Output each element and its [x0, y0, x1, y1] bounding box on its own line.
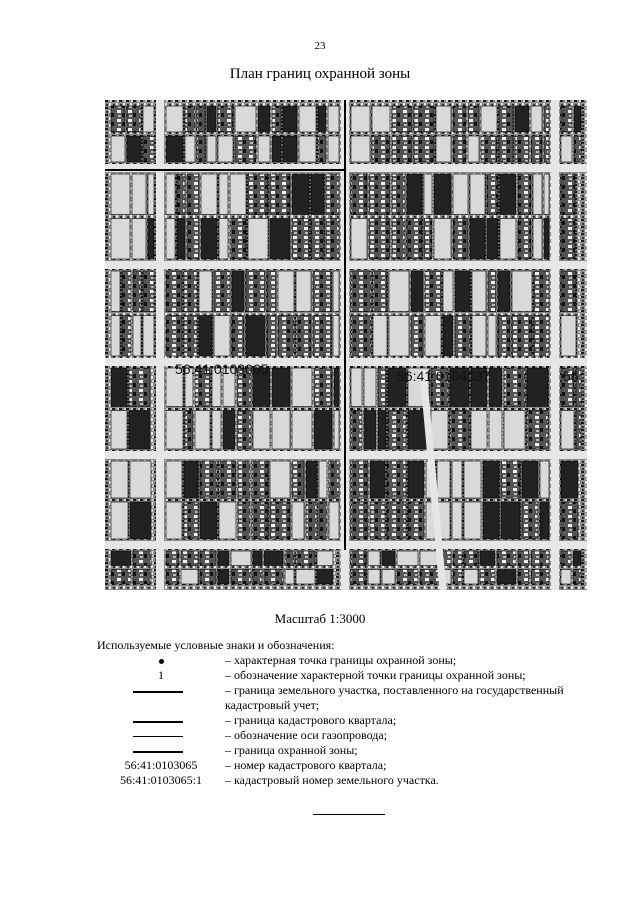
legend-item: [97, 773, 597, 788]
legend-item: [97, 713, 597, 728]
legend-symbol: [97, 728, 225, 743]
cadastral-label: 56: [563, 368, 579, 384]
line-symbol-icon: [133, 721, 183, 723]
point-marker-icon: [159, 659, 164, 664]
legend-symbol-text: 1: [158, 668, 164, 682]
legend-symbol: [97, 758, 225, 773]
legend-symbol-text: 56:41:0103065:1: [119, 773, 202, 787]
page-title: План границ охранной зоны: [229, 66, 411, 82]
legend-description: – характерная точка границы охранной зоны;: [225, 653, 457, 667]
legend-description: – обозначение оси газопровода;: [225, 728, 388, 742]
cadastral-label: 56:41:0104037: [397, 368, 491, 384]
aerial-map: [105, 100, 587, 590]
legend-rows: [97, 653, 597, 788]
line-symbol-icon: [133, 736, 183, 737]
legend-symbol: [97, 713, 225, 728]
legend-description: – кадастровый номер земельного участка.: [225, 773, 439, 787]
line-symbol-icon: [133, 751, 183, 753]
legend-description: – граница кадастрового квартала;: [225, 713, 397, 727]
legend: [97, 638, 597, 788]
legend-item: [97, 683, 597, 713]
legend-symbol: [97, 743, 225, 758]
legend-description: – граница охранной зоны;: [225, 743, 358, 757]
legend-symbol: [97, 683, 225, 698]
line-symbol-icon: [133, 691, 183, 693]
legend-description: – обозначение характерной точки границы охранной зоны;: [225, 668, 526, 682]
legend-item: [97, 758, 597, 773]
legend-description: – номер кадастрового квартала;: [225, 758, 387, 772]
footer-rule: [313, 814, 385, 815]
legend-heading: Используемые условные знаки и обозначения:: [97, 638, 335, 652]
legend-item: [97, 653, 597, 668]
scale-label: Масштаб 1:3000: [274, 611, 366, 626]
legend-symbol: [97, 668, 225, 683]
legend-description: – граница земельного участка, поставленного на государственный кадастровый учет;: [225, 683, 564, 712]
legend-symbol: [97, 653, 225, 668]
cadastral-label: 56:41:0103065: [175, 361, 269, 377]
legend-symbol: [97, 773, 225, 788]
legend-item: [97, 728, 597, 743]
page-number: 23: [314, 40, 326, 52]
legend-symbol-text: 56:41:0103065: [124, 758, 198, 772]
legend-item: [97, 743, 597, 758]
legend-item: [97, 668, 597, 683]
